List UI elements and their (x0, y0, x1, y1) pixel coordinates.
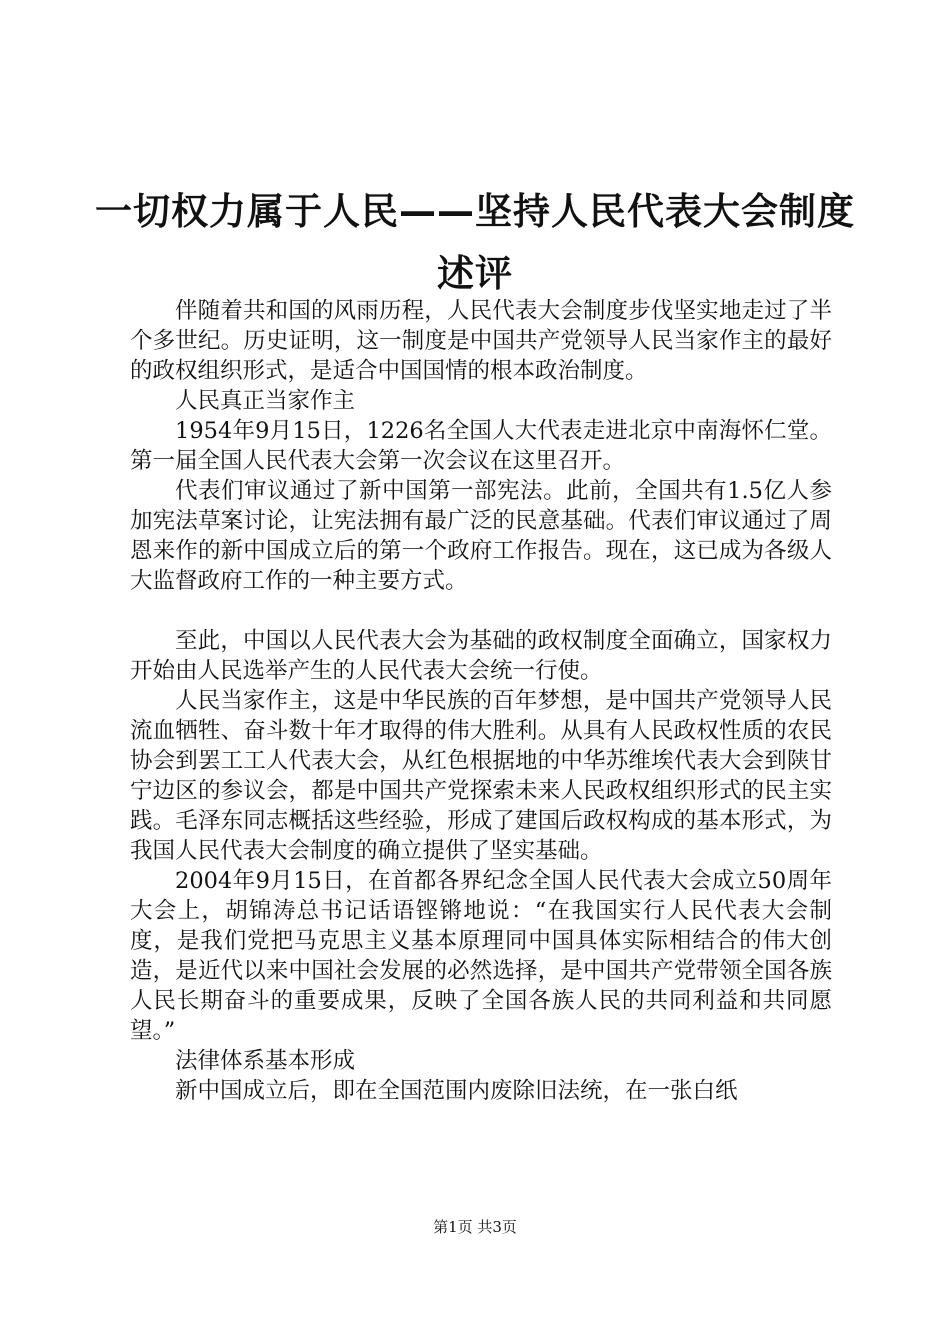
paragraph-new-china-law: 新中国成立后，即在全国范围内废除旧法统，在一张白纸 (175, 1078, 738, 1104)
section-heading-legal-system: 法律体系基本形成 (175, 1048, 356, 1074)
paragraph-intro: 伴随着共和国的风雨历程，人民代表大会制度步伐坚实地走过了半个多世纪。历史证明，这一制度是中国共产党领导人民当家作主的最好的政权组织形式，是适合中国国情的根本政治制度。 (130, 298, 832, 384)
paragraph-constitution: 代表们审议通过了新中国第一部宪法。此前，全国共有1.5亿人参加宪法草案讨论，让宪法拥有最广泛的民意基础。代表们审议通过了周恩来作的新中国成立后的第一个政府工作报告。现在，这已成为各级人大监督政府工作的一种主要方式。 (130, 478, 832, 594)
page-footer: 第1页 共3页 (433, 1218, 517, 1236)
document-title-line-2: 述评 (437, 252, 513, 295)
document-title-line-1: 一切权力属于人民——坚持人民代表大会制度 (95, 190, 855, 233)
paragraph-1954-session: 1954年9月15日，1226名全国人大代表走进北京中南海怀仁堂。第一届全国人民代表大会第一次会议在这里召开。 (130, 418, 832, 474)
document-body (130, 296, 832, 1106)
paragraph-regime-established: 至此，中国以人民代表大会为基础的政权制度全面确立，国家权力开始由人民选举产生的人民代表大会统一行使。 (130, 628, 832, 684)
paragraph-2004-speech: 2004年9月15日，在首都各界纪念全国人民代表大会成立50周年大会上，胡锦涛总书记话语铿锵地说：“在我国实行人民代表大会制度，是我们党把马克思主义基本原理同中国具体实际相结合的伟大创造，是近代以来中国社会发展的必然选择，是中国共产党带领全国各族人民长期奋斗的重要成果，反映了全国各族人民的共同利益和共同愿望。” (130, 868, 832, 1044)
section-heading-people-master: 人民真正当家作主 (175, 388, 356, 414)
paragraph-century-dream: 人民当家作主，这是中华民族的百年梦想，是中国共产党领导人民流血牺牲、奋斗数十年才取得的伟大胜利。从具有人民政权性质的农民协会到罢工工人代表大会，从红色根据地的中华苏维埃代表大会到陕甘宁边区的参议会，都是中国共产党探索未来人民政权组织形式的民主实践。毛泽东同志概括这些经验，形成了建国后政权构成的基本形式，为我国人民代表大会制度的确立提供了坚实基础。 (130, 688, 832, 864)
